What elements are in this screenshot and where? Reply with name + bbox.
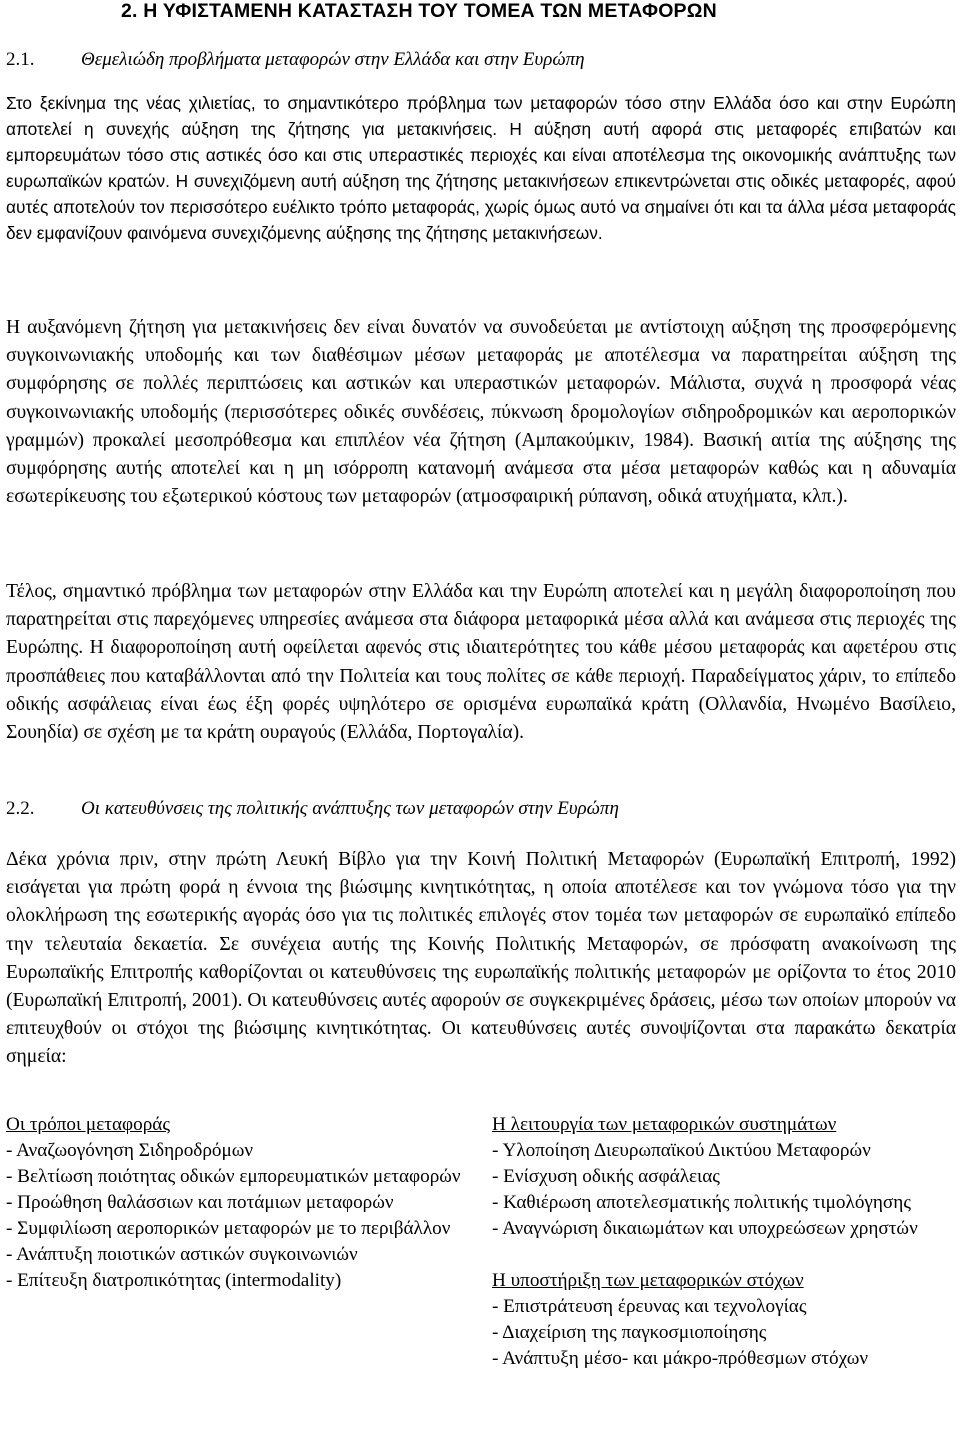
section-heading-2-2 (6, 797, 619, 821)
list-item: - Ανάπτυξη ποιοτικών αστικών συγκοινωνιών (6, 1244, 358, 1265)
list-item: - Αναγνώριση δικαιωμάτων και υποχρεώσεων χρηστών (492, 1218, 918, 1239)
section-number: 2.1. (6, 49, 35, 70)
paragraph-2: Η αυξανόμενη ζήτηση για μετακινήσεις δεν είναι δυνατόν να συνοδεύεται με αντίστοιχη αύξηση της προσφερόμενης συγκοινωνιακής υποδομής και των διαθέσιμων μέσων μεταφοράς με αποτέλεσμα να παρατηρείται αύξηση της συμφόρησης σε πολλές περιπτώσεις και αστικών και υπεραστικών μεταφορών. Μάλιστα, συχνά η προσφορά νέας συγκοινωνιακής υποδομής (περισσότερες οδικές συνδέσεις, πύκνωση δρομολογίων σιδηροδρομικών και αεροπορικών γραμμών) προκαλεί μεσοπρόθεσμα και επιπλέον νέα ζήτηση (Αμπακούμκιν, 1984). Βασική αιτία της αύξησης της συμφόρησης αυτής αποτελεί και η μη ισόρροπη κατανομή ανάμεσα στα μέσα μεταφορών καθώς και η αδυναμία εσωτερίκευσης του εξωτερικού κόστους των μεταφορών (ατμοσφαιρική ρύπανση, οδικά ατυχήματα, κλπ.). (6, 317, 956, 508)
list-item: - Επίτευξη διατροπικότητας (intermodality) (6, 1270, 342, 1291)
column-title: Οι τρόποι μεταφοράς (6, 1114, 170, 1135)
paragraph-3: Τέλος, σημαντικό πρόβλημα των μεταφορών στην Ελλάδα και την Ευρώπη αποτελεί και η μεγάλη διαφοροποίηση που παρατηρείται στις παρεχόμενες υπηρεσίες ανάμεσα στα διάφορα μεταφορικά μέσα αλλά και ανάμεσα στις περιοχές της Ευρώπης. Η διαφοροποίηση αυτή οφείλεται αφενός στις ιδιαιτερότητες του κάθε μέσου μεταφοράς και αφετέρου στις προσπάθειες που καταβάλλονται από την Πολιτεία και τους πολίτες σε κάθε περιοχή. Παραδείγματος χάριν, το επίπεδο οδικής ασφάλειας είναι έως έξη φορές υψηλότερο σε ορισμένα ευρωπαϊκά κράτη (Ολλανδία, Ηνωμένο Βασίλειο, Σουηδία) σε σχέση με τα κράτη ουραγούς (Ελλάδα, Πορτογαλία). (6, 581, 956, 744)
paragraph-4: Δέκα χρόνια πριν, στην πρώτη Λευκή Βίβλο για την Κοινή Πολιτική Μεταφορών (Ευρωπαϊκή Επιτροπή, 1992) εισάγεται για πρώτη φορά η έννοια της βιώσιμης κινητικότητας, η οποία αποτέλεσε και τον γνώμονα τόσο για την ολοκλήρωση της εσωτερικής αγοράς όσο για τις πολιτικές επιλογές στον τομέα των μεταφορών σε ευρωπαϊκό επίπεδο την τελευταία δεκαετία. Σε συνέχεια αυτής της Κοινής Πολιτικής Μεταφορών, σε πρόσφατη ανακοίνωση της Ευρωπαϊκής Επιτροπής καθορίζονται οι κατευθύνσεις της ευρωπαϊκής πολιτικής μεταφορών με ορίζοντα το έτος 2010 (Ευρωπαϊκή Επιτροπή, 2001). Οι κατευθύνσεις αυτές αφορούν σε συγκεκριμένες δράσεις, μέσω των οποίων μπορούν να επιτευχθούν οι στόχοι της βιώσιμης κινητικότητας. Οι κατευθύνσεις αυτές συνοψίζονται στα παρακάτω δεκατρία σημεία: (6, 849, 956, 1068)
chapter-heading: 2. Η ΥΦΙΣΤΑΜΕΝΗ ΚΑΤΑΣΤΑΣΗ ΤΟΥ ΤΟΜΕΑ ΤΩΝ ΜΕΤΑΦΟΡΩΝ (121, 0, 717, 22)
column-title: Η υποστήριξη των μεταφορικών στόχων (492, 1270, 804, 1291)
paragraph-1: Στο ξεκίνημα της νέας χιλιετίας, το σημαντικότερο πρόβλημα των μεταφορών τόσο στην Ελλάδα όσο και στην Ευρώπη αποτελεί η συνεχής αύξηση της ζήτησης για μετακινήσεις. Η αύξηση αυτή αφορά στις μεταφορές επιβατών και εμπορευμάτων τόσο στις αστικές όσο και στις υπεραστικές περιοχές και είναι αποτέλεσμα της οικονομικής ανάπτυξης των ευρωπαϊκών κρατών. Η συνεχιζόμενη αυτή αύξηση της ζήτησης μετακινήσεων επικεντρώνεται στις οδικές μεταφορές, αφού αυτές αποτελούν τον περισσότερο ευέλικτο τρόπο μεταφοράς, χωρίς όμως αυτό να σημαίνει ότι και τα άλλα μέσα μεταφοράς δεν εμφανίζουν φαινόμενα συνεχιζόμενης αύξησης της ζήτησης μετακινήσεων. (6, 93, 956, 243)
list-item: - Επιστράτευση έρευνας και τεχνολογίας (492, 1296, 807, 1317)
list-item: - Ενίσχυση οδικής ασφάλειας (492, 1166, 720, 1187)
list-item: - Διαχείριση της παγκοσμιοποίησης (492, 1322, 767, 1343)
list-item: - Συμφιλίωση αεροπορικών μεταφορών με το περιβάλλον (6, 1218, 451, 1239)
transport-systems-column (492, 1112, 960, 1372)
section-number: 2.2. (6, 798, 35, 819)
list-item: - Ανάπτυξη μέσο- και μάκρο-πρόθεσμων στόχων (492, 1348, 868, 1369)
list-item: - Υλοποίηση Διευρωπαϊκού Δικτύου Μεταφορών (492, 1140, 871, 1161)
column-title: Η λειτουργία των μεταφορικών συστημάτων (492, 1114, 837, 1135)
section-heading-2-1 (6, 48, 585, 72)
list-item: - Αναζωογόνηση Σιδηροδρόμων (6, 1140, 254, 1161)
list-item: - Καθιέρωση αποτελεσματικής πολιτικής τιμολόγησης (492, 1192, 911, 1213)
transport-modes-column (6, 1112, 476, 1294)
list-item: - Προώθηση θαλάσσιων και ποτάμιων μεταφορών (6, 1192, 394, 1213)
list-item: - Βελτίωση ποιότητας οδικών εμπορευματικών μεταφορών (6, 1166, 461, 1187)
spacer (492, 1242, 960, 1268)
section-title: Οι κατευθύνσεις της πολιτικής ανάπτυξης των μεταφορών στην Ευρώπη (81, 798, 619, 819)
section-title: Θεμελιώδη προβλήματα μεταφορών στην Ελλάδα και στην Ευρώπη (81, 49, 585, 70)
